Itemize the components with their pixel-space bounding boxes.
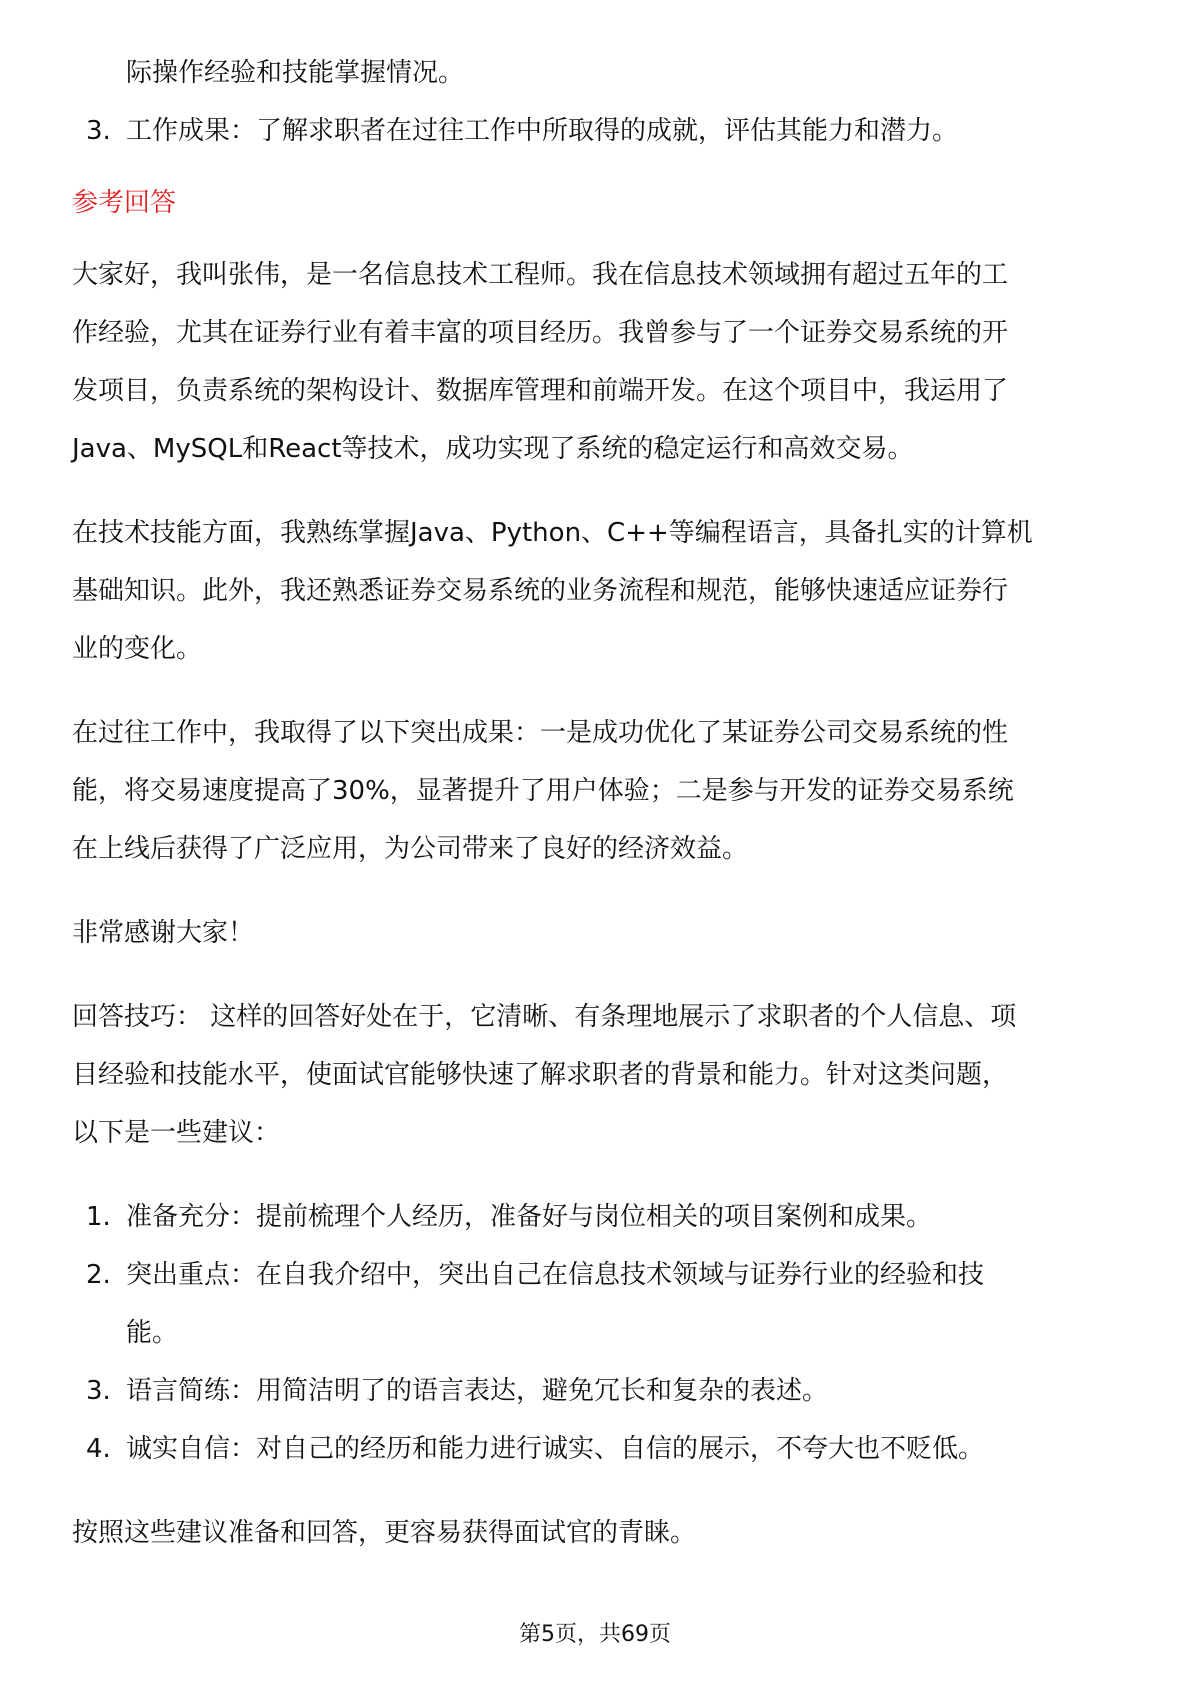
section-heading: 参考回答: [72, 188, 177, 218]
list-item: [72, 1246, 1118, 1304]
paragraph-line: 能，将交易速度提高了30%，显著提升了用户体验；二是参与开发的证券交易系统: [72, 776, 1014, 806]
list-text: 工作成果：了解求职者在过往工作中所取得的成就，评估其能力和潜力。: [126, 116, 959, 146]
list-text: 突出重点：在自我介绍中，突出自己在信息技术领域与证券行业的经验和技: [126, 1260, 985, 1290]
list-number: 3.: [86, 116, 111, 146]
paragraph-line: 业的变化。: [72, 634, 203, 664]
list-text: 诚实自信：对自己的经历和能力进行诚实、自信的展示，不夸大也不贬低。: [126, 1434, 985, 1464]
answer-paragraph: [72, 904, 1118, 962]
paragraph-line: 基础知识。此外，我还熟悉证券交易系统的业务流程和规范，能够快速适应证券行: [72, 576, 1009, 606]
paragraph-line: 在上线后获得了广泛应用，为公司带来了良好的经济效益。: [72, 834, 749, 864]
list-item: [72, 1420, 1118, 1478]
paragraph-line: 非常感谢大家！: [72, 918, 255, 948]
list-item: [72, 1188, 1118, 1246]
answer-paragraph: [72, 704, 1118, 878]
list-item-continuation: 能。: [126, 1318, 179, 1348]
paragraph-line: 目经验和技能水平，使面试官能够快速了解求职者的背景和能力。针对这类问题，: [72, 1060, 1009, 1090]
list-item: [72, 102, 1118, 160]
list-number: 4.: [86, 1434, 111, 1464]
paragraph-line: 以下是一些建议：: [72, 1118, 281, 1148]
list-number: 3.: [86, 1376, 111, 1406]
answer-tips-paragraph: [72, 988, 1118, 1162]
answer-paragraph: [72, 504, 1118, 678]
tips-list: [72, 1188, 1118, 1478]
paragraph-line: Java、MySQL和React等技术，成功实现了系统的稳定运行和高效交易。: [72, 434, 914, 464]
list-number: 2.: [86, 1260, 111, 1290]
paragraph-line: 回答技巧： 这样的回答好处在于，它清晰、有条理地展示了求职者的个人信息、项: [72, 1002, 1017, 1032]
paragraph-line: 作经验，尤其在证券行业有着丰富的项目经历。我曾参与了一个证券交易系统的开: [72, 318, 1009, 348]
list-item: [72, 1362, 1118, 1420]
previous-list: [72, 102, 1118, 160]
answer-paragraph: [72, 246, 1118, 478]
closing-sentence: 按照这些建议准备和回答，更容易获得面试官的青睐。: [72, 1518, 697, 1548]
paragraph-line: 大家好，我叫张伟，是一名信息技术工程师。我在信息技术领域拥有超过五年的工: [72, 260, 1009, 290]
list-item-continuation: 际操作经验和技能掌握情况。: [126, 58, 465, 88]
list-text: 准备充分：提前梳理个人经历，准备好与岗位相关的项目案例和成果。: [126, 1202, 933, 1232]
document-body: [72, 44, 1118, 1562]
page-number-footer: 第5页，共69页: [519, 1622, 671, 1647]
list-text: 语言简练：用简洁明了的语言表达，避免冗长和复杂的表述。: [126, 1376, 829, 1406]
paragraph-line: 在技术技能方面，我熟练掌握Java、Python、C++等编程语言，具备扎实的计算机: [72, 518, 1033, 548]
paragraph-line: 发项目，负责系统的架构设计、数据库管理和前端开发。在这个项目中，我运用了: [72, 376, 1009, 406]
paragraph-line: 在过往工作中，我取得了以下突出成果：一是成功优化了某证券公司交易系统的性: [72, 718, 1009, 748]
list-number: 1.: [86, 1202, 111, 1232]
